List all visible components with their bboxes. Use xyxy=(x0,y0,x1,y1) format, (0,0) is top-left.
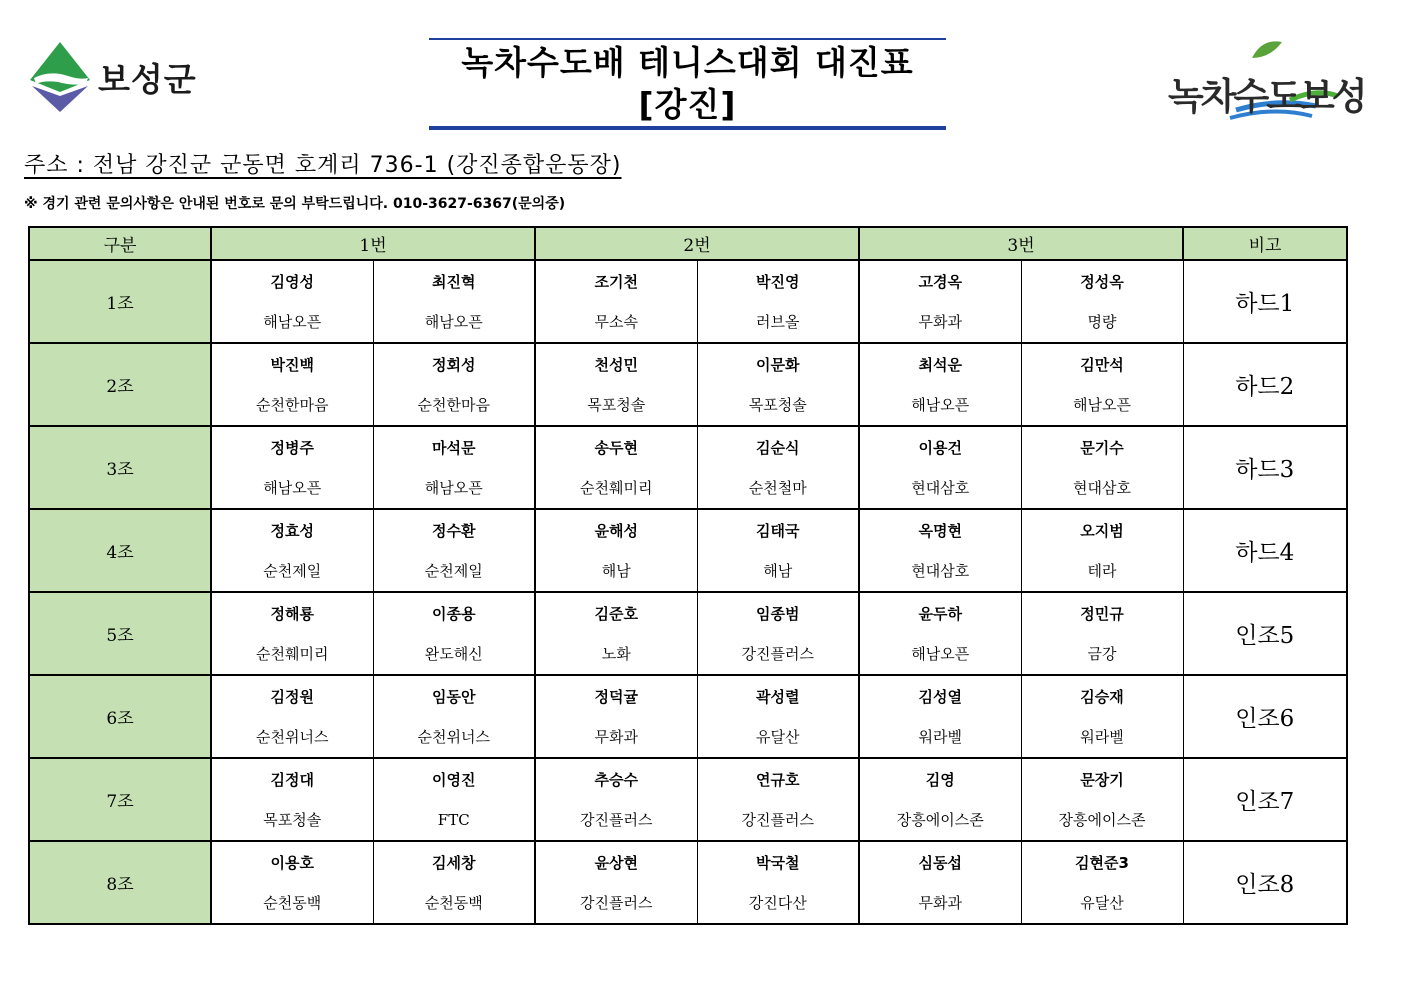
player-name: 임종범 xyxy=(756,605,800,623)
player-club: 순천훼미리 xyxy=(256,645,329,663)
player-name: 김승재 xyxy=(1080,688,1124,706)
group-label: 5조 xyxy=(29,592,211,675)
player-cell xyxy=(697,343,859,426)
player-cell xyxy=(373,758,535,841)
bracket-table xyxy=(28,226,1348,925)
player-name: 이용호 xyxy=(270,854,314,872)
player-cell xyxy=(697,509,859,592)
player-club: 해남오픈 xyxy=(1073,396,1131,414)
player-club: 목포청솔 xyxy=(587,396,646,414)
court-note: 하드1 xyxy=(1183,260,1347,343)
player-cell xyxy=(1021,675,1183,758)
group-label: 8조 xyxy=(29,841,211,924)
player-name: 연규호 xyxy=(756,771,800,789)
player-cell xyxy=(535,758,697,841)
header-pair-2: 2번 xyxy=(535,227,859,260)
player-cell xyxy=(859,426,1021,509)
group-label: 2조 xyxy=(29,343,211,426)
player-club: 금강 xyxy=(1087,645,1117,663)
player-name: 이용건 xyxy=(918,439,962,457)
player-cell xyxy=(1021,343,1183,426)
player-name: 정효성 xyxy=(270,522,314,540)
group-row xyxy=(29,841,1347,924)
player-name: 조기천 xyxy=(594,273,638,291)
court-note: 인조8 xyxy=(1183,841,1347,924)
player-club: 유달산 xyxy=(756,728,800,746)
player-club: 무화과 xyxy=(918,313,962,331)
group-label: 6조 xyxy=(29,675,211,758)
player-club: 강진다산 xyxy=(748,894,807,912)
player-cell xyxy=(859,343,1021,426)
player-cell xyxy=(211,426,373,509)
player-name: 김정대 xyxy=(270,771,314,789)
player-name: 김만석 xyxy=(1080,356,1124,374)
player-cell xyxy=(373,426,535,509)
player-club: 노화 xyxy=(601,645,631,663)
player-club: 순천훼미리 xyxy=(580,479,653,497)
player-name: 문기수 xyxy=(1080,439,1124,457)
player-club: 순천한마음 xyxy=(256,396,329,414)
player-club: 해남오픈 xyxy=(263,313,322,331)
player-name: 김세창 xyxy=(432,854,476,872)
player-cell xyxy=(697,675,859,758)
player-cell xyxy=(1021,758,1183,841)
player-club: 현대삼호 xyxy=(911,562,970,580)
player-name: 김정원 xyxy=(270,688,314,706)
player-name: 정민규 xyxy=(1080,605,1124,623)
player-cell xyxy=(859,592,1021,675)
green-tea-capital-logo xyxy=(1166,36,1376,128)
player-name: 박국철 xyxy=(756,854,800,872)
player-cell xyxy=(697,758,859,841)
player-name: 김현준3 xyxy=(1075,854,1129,872)
court-note: 인조6 xyxy=(1183,675,1347,758)
player-cell xyxy=(535,343,697,426)
player-cell xyxy=(1021,841,1183,924)
player-club: 장흥에이스존 xyxy=(896,811,984,829)
player-name: 임동안 xyxy=(432,688,476,706)
title-line-2: [강진] xyxy=(638,85,737,124)
group-label: 1조 xyxy=(29,260,211,343)
player-club: 유달산 xyxy=(1080,894,1124,912)
court-note: 하드2 xyxy=(1183,343,1347,426)
player-name: 심동섭 xyxy=(918,854,962,872)
player-club: 해남 xyxy=(601,562,631,580)
player-name: 윤해성 xyxy=(594,522,638,540)
player-club: 해남오픈 xyxy=(424,479,483,497)
player-name: 마석문 xyxy=(432,439,476,457)
player-cell xyxy=(211,675,373,758)
group-label: 4조 xyxy=(29,509,211,592)
player-cell xyxy=(1021,592,1183,675)
player-name: 김태국 xyxy=(756,522,800,540)
player-name: 오지범 xyxy=(1080,522,1124,540)
player-name: 김순식 xyxy=(756,439,800,457)
court-note: 인조5 xyxy=(1183,592,1347,675)
player-club: FTC xyxy=(437,811,470,829)
player-name: 김영 xyxy=(925,771,955,789)
player-club: 무소속 xyxy=(594,313,638,331)
court-note: 하드3 xyxy=(1183,426,1347,509)
player-name: 박진영 xyxy=(756,273,800,291)
player-name: 이종용 xyxy=(432,605,476,623)
player-cell xyxy=(211,592,373,675)
player-club: 강진플러스 xyxy=(580,811,653,829)
player-club: 장흥에이스존 xyxy=(1058,811,1146,829)
player-club: 순천제일 xyxy=(263,562,322,580)
player-cell xyxy=(1021,509,1183,592)
player-club: 목포청솔 xyxy=(748,396,807,414)
player-name: 박진백 xyxy=(270,356,314,374)
player-cell xyxy=(535,675,697,758)
player-cell xyxy=(697,841,859,924)
player-club: 해남오픈 xyxy=(911,645,970,663)
player-name: 김성열 xyxy=(918,688,962,706)
player-club: 완도해신 xyxy=(424,645,483,663)
court-note: 하드4 xyxy=(1183,509,1347,592)
player-name: 고경옥 xyxy=(918,273,962,291)
player-cell xyxy=(697,426,859,509)
player-name: 김준호 xyxy=(594,605,638,623)
player-cell xyxy=(535,509,697,592)
player-club: 강진플러스 xyxy=(580,894,653,912)
player-cell xyxy=(373,675,535,758)
player-cell xyxy=(859,509,1021,592)
player-cell xyxy=(211,509,373,592)
player-club: 명량 xyxy=(1087,313,1117,331)
player-cell xyxy=(1021,426,1183,509)
header-pair-1: 1번 xyxy=(211,227,535,260)
header-note: 비고 xyxy=(1183,227,1347,260)
player-club: 현대삼호 xyxy=(911,479,970,497)
player-name: 이영진 xyxy=(432,771,476,789)
player-cell xyxy=(373,509,535,592)
player-cell xyxy=(373,592,535,675)
group-row xyxy=(29,592,1347,675)
group-row xyxy=(29,509,1347,592)
player-cell xyxy=(373,260,535,343)
player-club: 순천위너스 xyxy=(256,728,329,746)
group-row xyxy=(29,675,1347,758)
player-name: 정덕귤 xyxy=(594,688,638,706)
player-cell xyxy=(1021,260,1183,343)
player-name: 정수환 xyxy=(432,522,476,540)
player-name: 옥명현 xyxy=(918,522,962,540)
player-name: 이문화 xyxy=(756,356,800,374)
player-club: 순천동백 xyxy=(424,894,483,912)
boseong-county-logo xyxy=(28,40,198,114)
group-label: 7조 xyxy=(29,758,211,841)
header-pair-3: 3번 xyxy=(859,227,1183,260)
player-club: 테라 xyxy=(1087,562,1117,580)
player-name: 윤상현 xyxy=(594,854,638,872)
player-club: 강진플러스 xyxy=(741,645,814,663)
player-cell xyxy=(859,758,1021,841)
player-cell xyxy=(211,260,373,343)
player-club: 순천위너스 xyxy=(417,728,490,746)
group-label: 3조 xyxy=(29,426,211,509)
header-group: 구분 xyxy=(29,227,211,260)
player-name: 최진혁 xyxy=(432,273,476,291)
group-row xyxy=(29,426,1347,509)
player-club: 무화과 xyxy=(918,894,962,912)
player-cell xyxy=(697,592,859,675)
title-line-1: 녹차수도배 테니스대회 대진표 xyxy=(461,43,914,82)
player-name: 곽성렬 xyxy=(756,688,800,706)
right-logo-text: 녹차수도보성 xyxy=(1168,74,1365,118)
group-row xyxy=(29,260,1347,343)
left-logo-text: 보성군 xyxy=(98,60,197,99)
player-club: 순천철마 xyxy=(748,479,807,497)
player-name: 추승수 xyxy=(594,771,638,789)
player-cell xyxy=(211,841,373,924)
player-cell xyxy=(697,260,859,343)
player-name: 정성옥 xyxy=(1080,273,1124,291)
header-row xyxy=(29,227,1347,260)
player-cell xyxy=(373,343,535,426)
player-club: 목포청솔 xyxy=(263,811,322,829)
player-cell xyxy=(859,260,1021,343)
player-cell xyxy=(373,841,535,924)
player-name: 정해룡 xyxy=(270,605,314,623)
player-cell xyxy=(859,675,1021,758)
player-name: 송두현 xyxy=(594,439,638,457)
player-club: 해남오픈 xyxy=(424,313,483,331)
group-row xyxy=(29,758,1347,841)
player-cell xyxy=(535,841,697,924)
player-club: 해남오픈 xyxy=(911,396,970,414)
player-club: 무화과 xyxy=(594,728,638,746)
player-cell xyxy=(859,841,1021,924)
player-club: 강진플러스 xyxy=(741,811,814,829)
player-club: 워라벨 xyxy=(1080,728,1124,746)
player-name: 최석운 xyxy=(918,356,962,374)
group-row xyxy=(29,343,1347,426)
player-cell xyxy=(535,426,697,509)
player-cell xyxy=(535,592,697,675)
player-club: 러브올 xyxy=(756,313,800,331)
document-title xyxy=(429,38,946,130)
player-club: 순천동백 xyxy=(263,894,322,912)
player-name: 문장기 xyxy=(1080,771,1124,789)
player-club: 해남오픈 xyxy=(263,479,322,497)
player-name: 정회성 xyxy=(432,356,476,374)
court-note: 인조7 xyxy=(1183,758,1347,841)
player-club: 워라벨 xyxy=(918,728,962,746)
player-club: 순천제일 xyxy=(424,562,483,580)
contact-notice: ※ 경기 관련 문의사항은 안내된 번호로 문의 부탁드립니다. 010-3627-6367(문의중) xyxy=(24,196,566,212)
player-cell xyxy=(211,758,373,841)
player-name: 정병주 xyxy=(270,439,314,457)
mountain-emblem-icon xyxy=(28,40,92,114)
player-club: 해남 xyxy=(763,562,793,580)
player-cell xyxy=(211,343,373,426)
player-cell xyxy=(535,260,697,343)
player-name: 윤두하 xyxy=(918,605,962,623)
player-name: 김영성 xyxy=(270,273,314,291)
player-name: 천성민 xyxy=(594,356,638,374)
player-club: 현대삼호 xyxy=(1073,479,1131,497)
venue-address: 주소 : 전남 강진군 군동면 호계리 736-1 (강진종합운동장) xyxy=(24,153,622,178)
player-club: 순천한마음 xyxy=(417,396,490,414)
